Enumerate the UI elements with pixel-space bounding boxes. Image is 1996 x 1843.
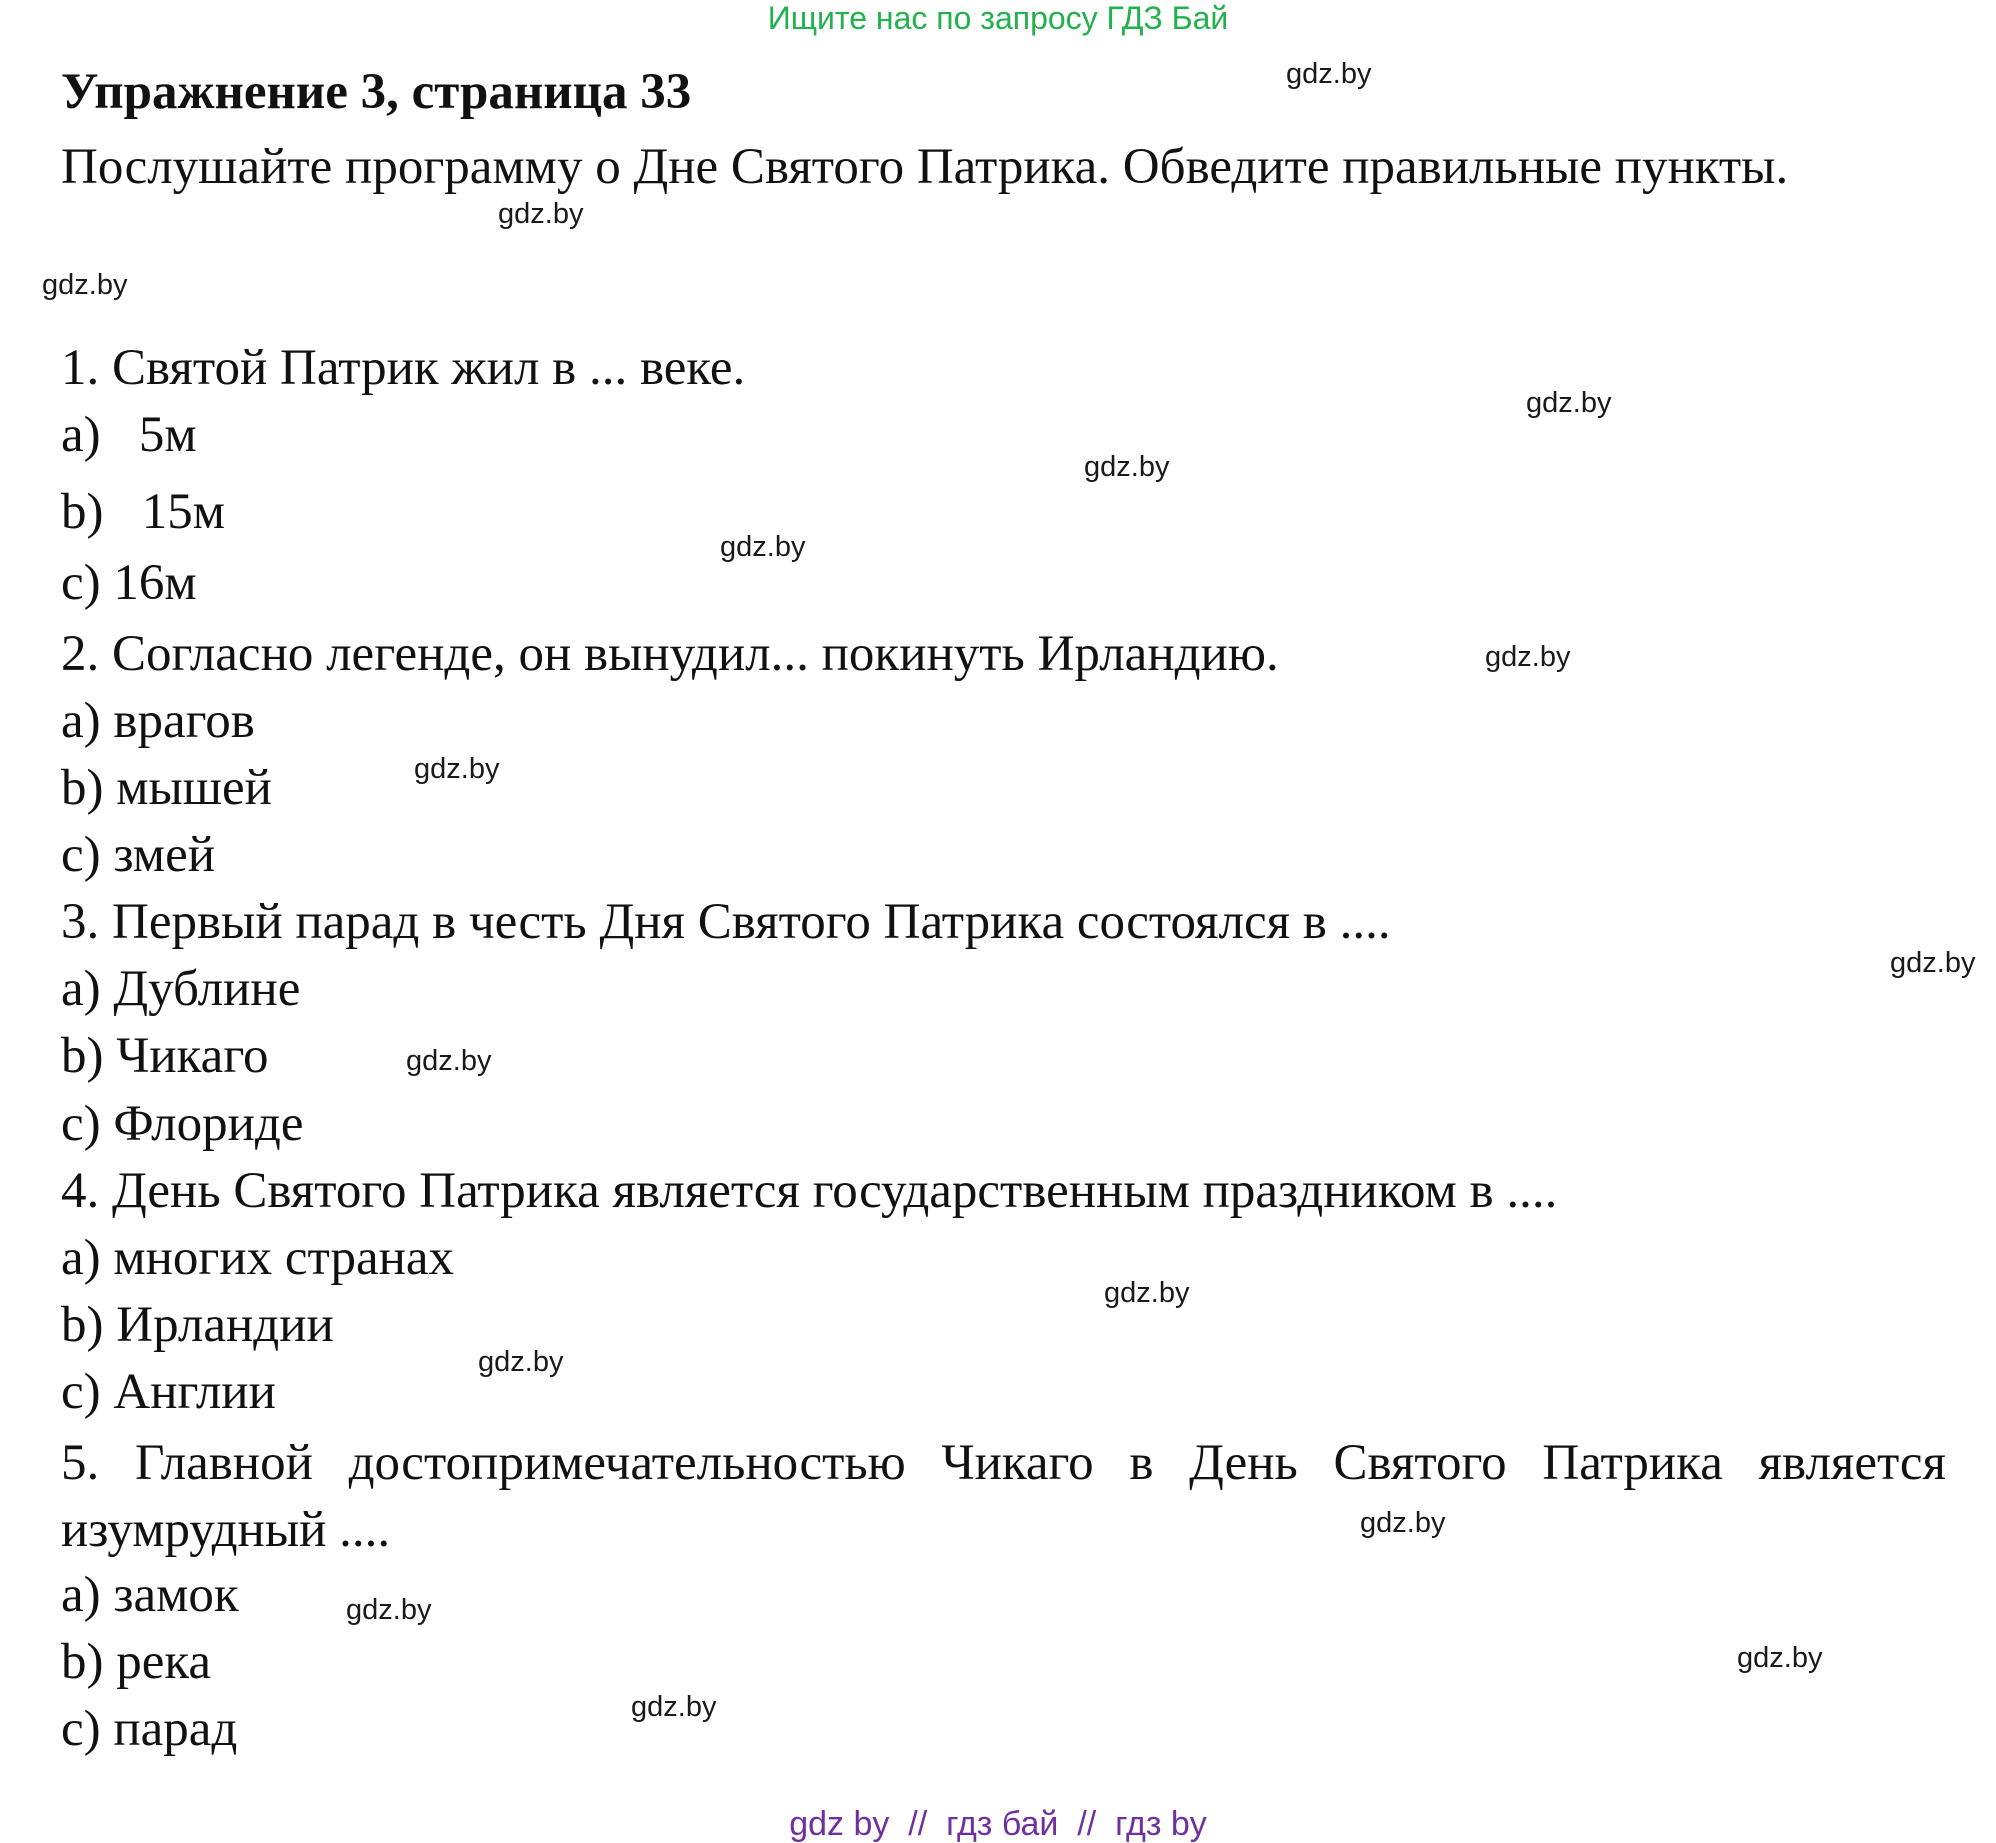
watermark: gdz.by [1286,58,1372,90]
question-3: 3. Первый парад в честь Дня Святого Патрика состоялся в .... [61,894,1391,950]
question-2-option-a: a) врагов [61,693,255,749]
watermark: gdz.by [414,753,500,785]
question-1-option-c: c) 16м [61,555,197,611]
watermark: gdz.by [42,269,128,301]
watermark: gdz.by [631,1691,717,1723]
question-5-option-c: c) парад [61,1701,238,1757]
question-5: 5. Главной достопримечательностью Чикаго в День Святого Патрика является изумрудный .... [61,1435,1946,1558]
watermark: gdz.by [1360,1507,1446,1539]
exercise-title: Упражнение 3, страница 33 [61,64,692,120]
watermark: gdz.by [1084,451,1170,483]
question-1-option-a: a) 5м [61,407,197,463]
footer-text: gdz by // гдз бай // гдз by [789,1805,1207,1843]
watermark: gdz.by [346,1594,432,1626]
watermark: gdz.by [478,1346,564,1378]
question-3-option-b: b) Чикаго [61,1028,269,1084]
question-1-option-b: b) 15м [61,484,226,540]
question-4-option-b: b) Ирландии [61,1297,334,1353]
watermark: gdz.by [406,1045,492,1077]
question-5-option-b: b) река [61,1634,212,1690]
question-4: 4. День Святого Патрика является государственным праздником в .... [61,1163,1558,1219]
footer-links [0,1805,1996,1843]
watermark: gdz.by [1890,947,1976,979]
watermark: gdz.by [1526,387,1612,419]
watermark: gdz.by [498,198,584,230]
watermark: gdz.by [720,531,806,563]
question-2-option-b: b) мышей [61,760,272,816]
watermark: gdz.by [1485,641,1571,673]
question-5-option-a: a) замок [61,1567,239,1623]
top-banner: Ищите нас по запросу ГДЗ Бай [767,0,1229,36]
watermark: gdz.by [1104,1277,1190,1309]
watermark: gdz.by [1737,1642,1823,1674]
question-1: 1. Святой Патрик жил в ... веке. [61,340,746,396]
question-4-option-a: a) многих странах [61,1230,455,1286]
question-2-option-c: c) змей [61,827,215,883]
question-3-option-c: c) Флориде [61,1096,304,1152]
question-4-option-c: c) Англии [61,1364,276,1420]
question-3-option-a: a) Дублине [61,961,301,1017]
exercise-instruction: Послушайте программу о Дне Святого Патрика. Обведите правильные пункты. [61,139,1789,195]
question-2: 2. Согласно легенде, он вынудил... покинуть Ирландию. [61,626,1279,682]
